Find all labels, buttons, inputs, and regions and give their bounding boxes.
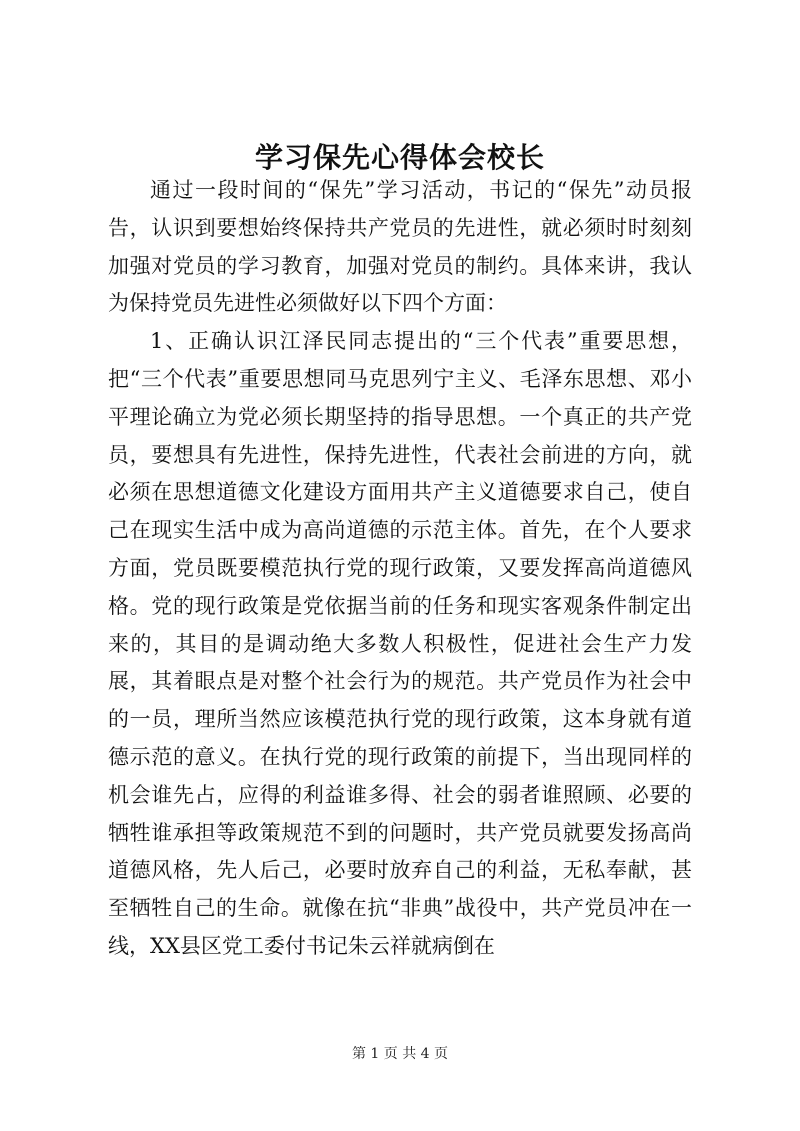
paragraph-point-1: 1、正确认识江泽民同志提出的“三个代表”重要思想，把“三个代表”重要思想同马克思列宁主义、毛泽东思想、邓小平理论确立为党必须长期坚持的指导思想。一个真正的共产党员，要想具有先进性，保持先进性，代表社会前进的方向，就必须在思想道德文化建设方面用共产主义道德要求自己，使自己在现实生活中成为高尚道德的示范主体。首先，在个人要求方面，党员既要模范执行党的现行政策，又要发挥高尚道德风格。党的现行政策是党依据当前的任务和现实客观条件制定出来的，其目的是调动绝大多数人积极性，促进社会生产力发展，其着眼点是对整个社会行为的规范。共产党员作为社会中的一员，理所当然应该模范执行党的现行政策，这本身就有道德示范的意义。在执行党的现行政策的前提下，当出现同样的机会谁先占，应得的利益谁多得、社会的弱者谁照顾、必要的牺牲谁承担等政策规范不到的问题时，共产党员就要发扬高尚道德风格，先人后己，必要时放弃自己的利益，无私奉献，甚至牺牲自己的生命。就像在抗“非典”战役中，共产党员冲在一线，XX县区党工委付书记朱云祥就病倒在: [108, 329, 692, 958]
paragraph-intro: 通过一段时间的“保先”学习活动，书记的“保先”动员报告，认识到要想始终保持共产党员的先进性，就必须时时刻刻加强对党员的学习教育，加强对党员的制约。具体来讲，我认为保持党员先进性必须做好以下四个方面：: [108, 178, 692, 316]
document-title: 学习保先心得体会校长: [254, 141, 545, 174]
page-footer: 第 1 页 共 4 页: [351, 1046, 449, 1062]
document-body: [108, 172, 692, 966]
